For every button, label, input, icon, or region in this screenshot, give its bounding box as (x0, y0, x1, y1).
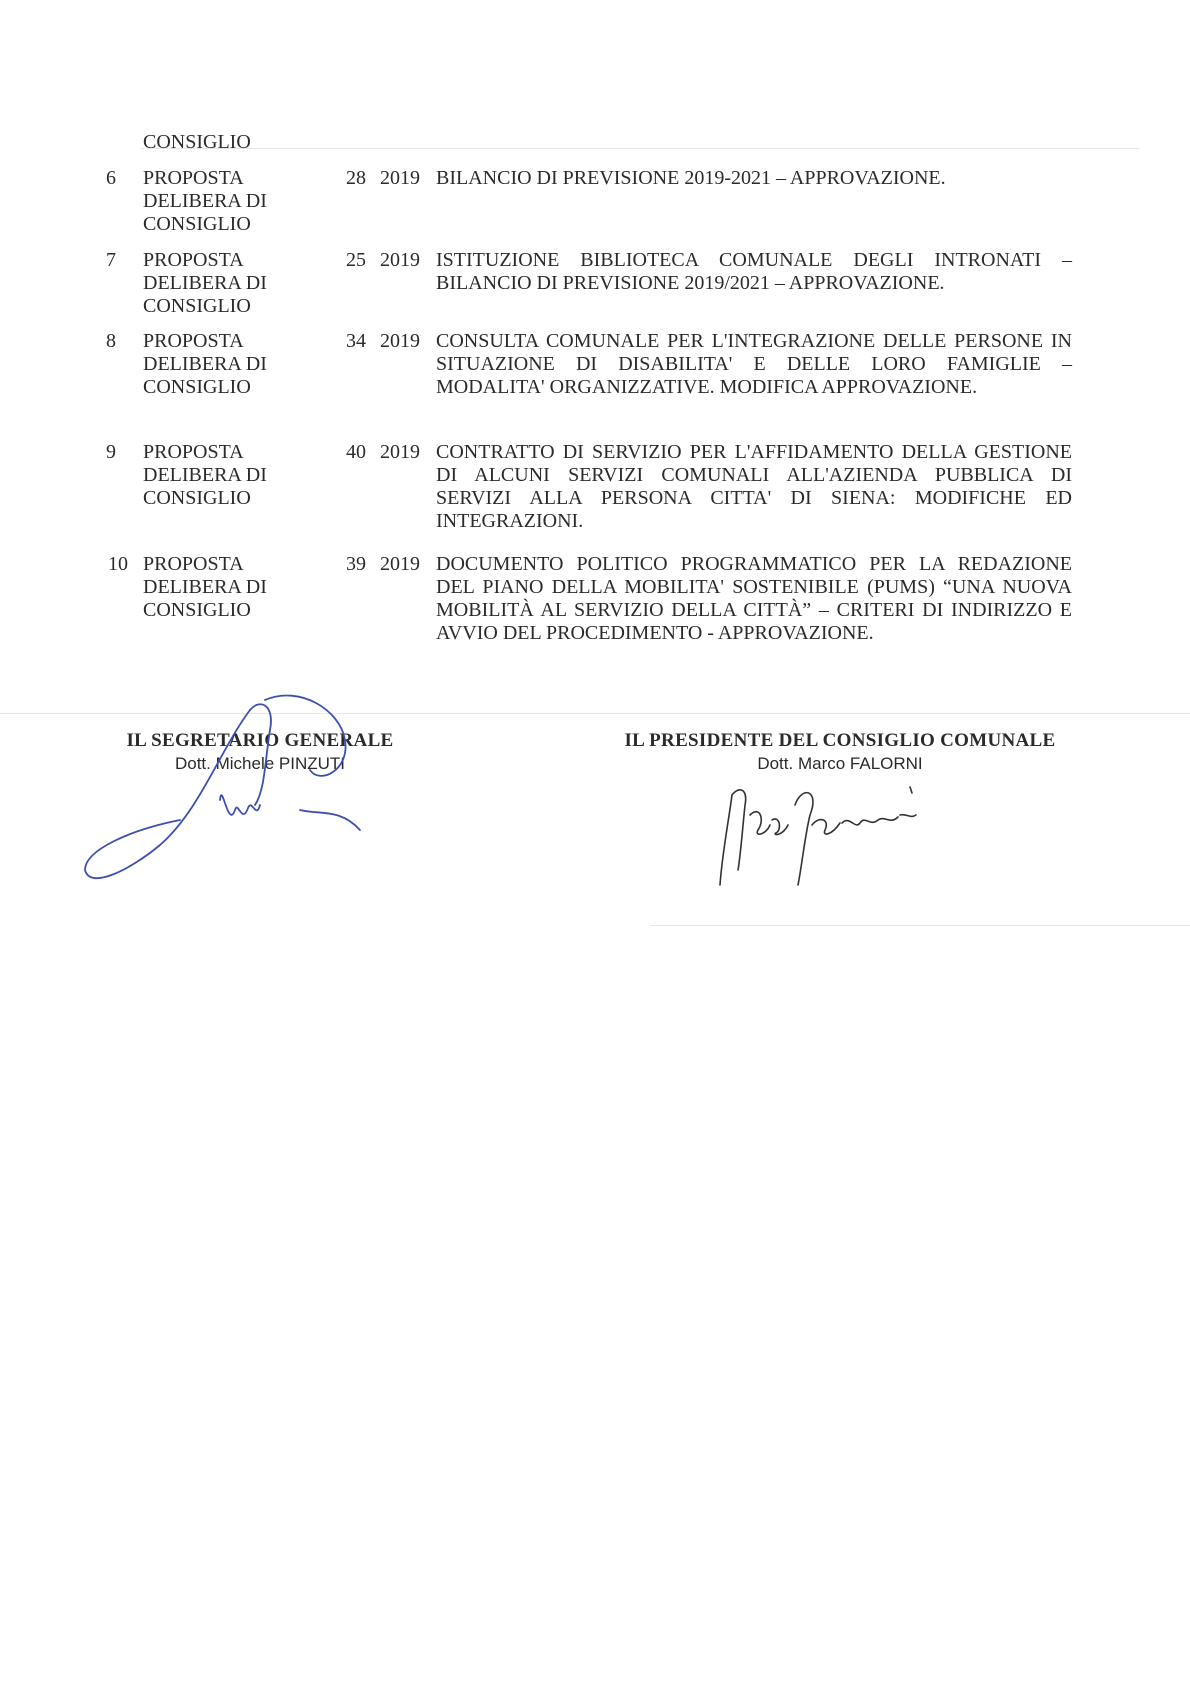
row-register: 40 (346, 441, 366, 463)
row-type (143, 249, 313, 318)
row-type-line: PROPOSTA (143, 553, 244, 575)
row-year: 2019 (380, 167, 420, 189)
row-subject: DOCUMENTO POLITICO PROGRAMMATICO PER LA REDAZIONE DEL PIANO DELLA MOBILITA' SOSTENIBILE (PUMS) “UNA NUOVA MOBILITÀ AL SERVIZIO DELLA CITTÀ” – CRITERI DI INDIRIZZO E AVVIO DEL PROCEDIMENTO - APPROVAZIONE. (436, 553, 1072, 644)
handwritten-signature-president (710, 775, 950, 905)
row-type-line: PROPOSTA (143, 249, 244, 271)
signature-title: IL PRESIDENTE DEL CONSIGLIO COMUNALE (624, 730, 1056, 751)
row-year: 2019 (380, 330, 420, 352)
row-register: 34 (346, 330, 366, 352)
row-type-line: PROPOSTA (143, 330, 244, 352)
row-type (143, 553, 313, 622)
signature-title: IL SEGRETARIO GENERALE (126, 730, 394, 751)
scan-artifact-line (650, 925, 1190, 926)
signature-block-president (600, 730, 1080, 774)
row-number: 9 (106, 441, 116, 463)
row-year: 2019 (380, 553, 420, 575)
row-type-line: PROPOSTA (143, 441, 244, 463)
row-type-line: DELIBERA DI (143, 190, 267, 212)
row-year: 2019 (380, 249, 420, 271)
signature-name: Dott. Marco FALORNI (757, 754, 923, 773)
row-type (143, 167, 313, 236)
row-register: 25 (346, 249, 366, 271)
row-register: 28 (346, 167, 366, 189)
row-number: 6 (106, 167, 116, 189)
row-number: 8 (106, 330, 116, 352)
continuation-text: CONSIGLIO (143, 131, 251, 153)
row-type-line: CONSIGLIO (143, 213, 251, 235)
signature-name: Dott. Michele PINZUTI (174, 754, 346, 773)
row-year: 2019 (380, 441, 420, 463)
row-number: 10 (108, 553, 128, 575)
scan-artifact-line (140, 148, 1140, 149)
row-register: 39 (346, 553, 366, 575)
row-type-line: DELIBERA DI (143, 353, 267, 375)
row-type-line: CONSIGLIO (143, 599, 251, 621)
row-subject: BILANCIO DI PREVISIONE 2019-2021 – APPROVAZIONE. (436, 167, 946, 189)
row-type-line: PROPOSTA (143, 167, 244, 189)
row-type-line: CONSIGLIO (143, 376, 251, 398)
row-type (143, 330, 313, 399)
row-type (143, 441, 313, 510)
handwritten-signature-secretary (60, 690, 400, 890)
row-type-line: DELIBERA DI (143, 576, 267, 598)
row-type-line: CONSIGLIO (143, 487, 251, 509)
row-subject: ISTITUZIONE BIBLIOTECA COMUNALE DEGLI INTRONATI – BILANCIO DI PREVISIONE 2019/2021 – APPROVAZIONE. (436, 249, 1072, 294)
row-subject: CONTRATTO DI SERVIZIO PER L'AFFIDAMENTO DELLA GESTIONE DI ALCUNI SERVIZI COMUNALI ALL'AZIENDA PUBBLICA DI SERVIZI ALLA PERSONA CITTA' DI SIENA: MODIFICHE ED INTEGRAZIONI. (436, 441, 1072, 532)
row-type-line: CONSIGLIO (143, 295, 251, 317)
row-type-line: DELIBERA DI (143, 464, 267, 486)
row-number: 7 (106, 249, 116, 271)
row-type-line: DELIBERA DI (143, 272, 267, 294)
row-subject: CONSULTA COMUNALE PER L'INTEGRAZIONE DELLE PERSONE IN SITUAZIONE DI DISABILITA' E DELLE LORO FAMIGLIE – MODALITA' ORGANIZZATIVE. MODIFICA APPROVAZIONE. (436, 330, 1072, 398)
